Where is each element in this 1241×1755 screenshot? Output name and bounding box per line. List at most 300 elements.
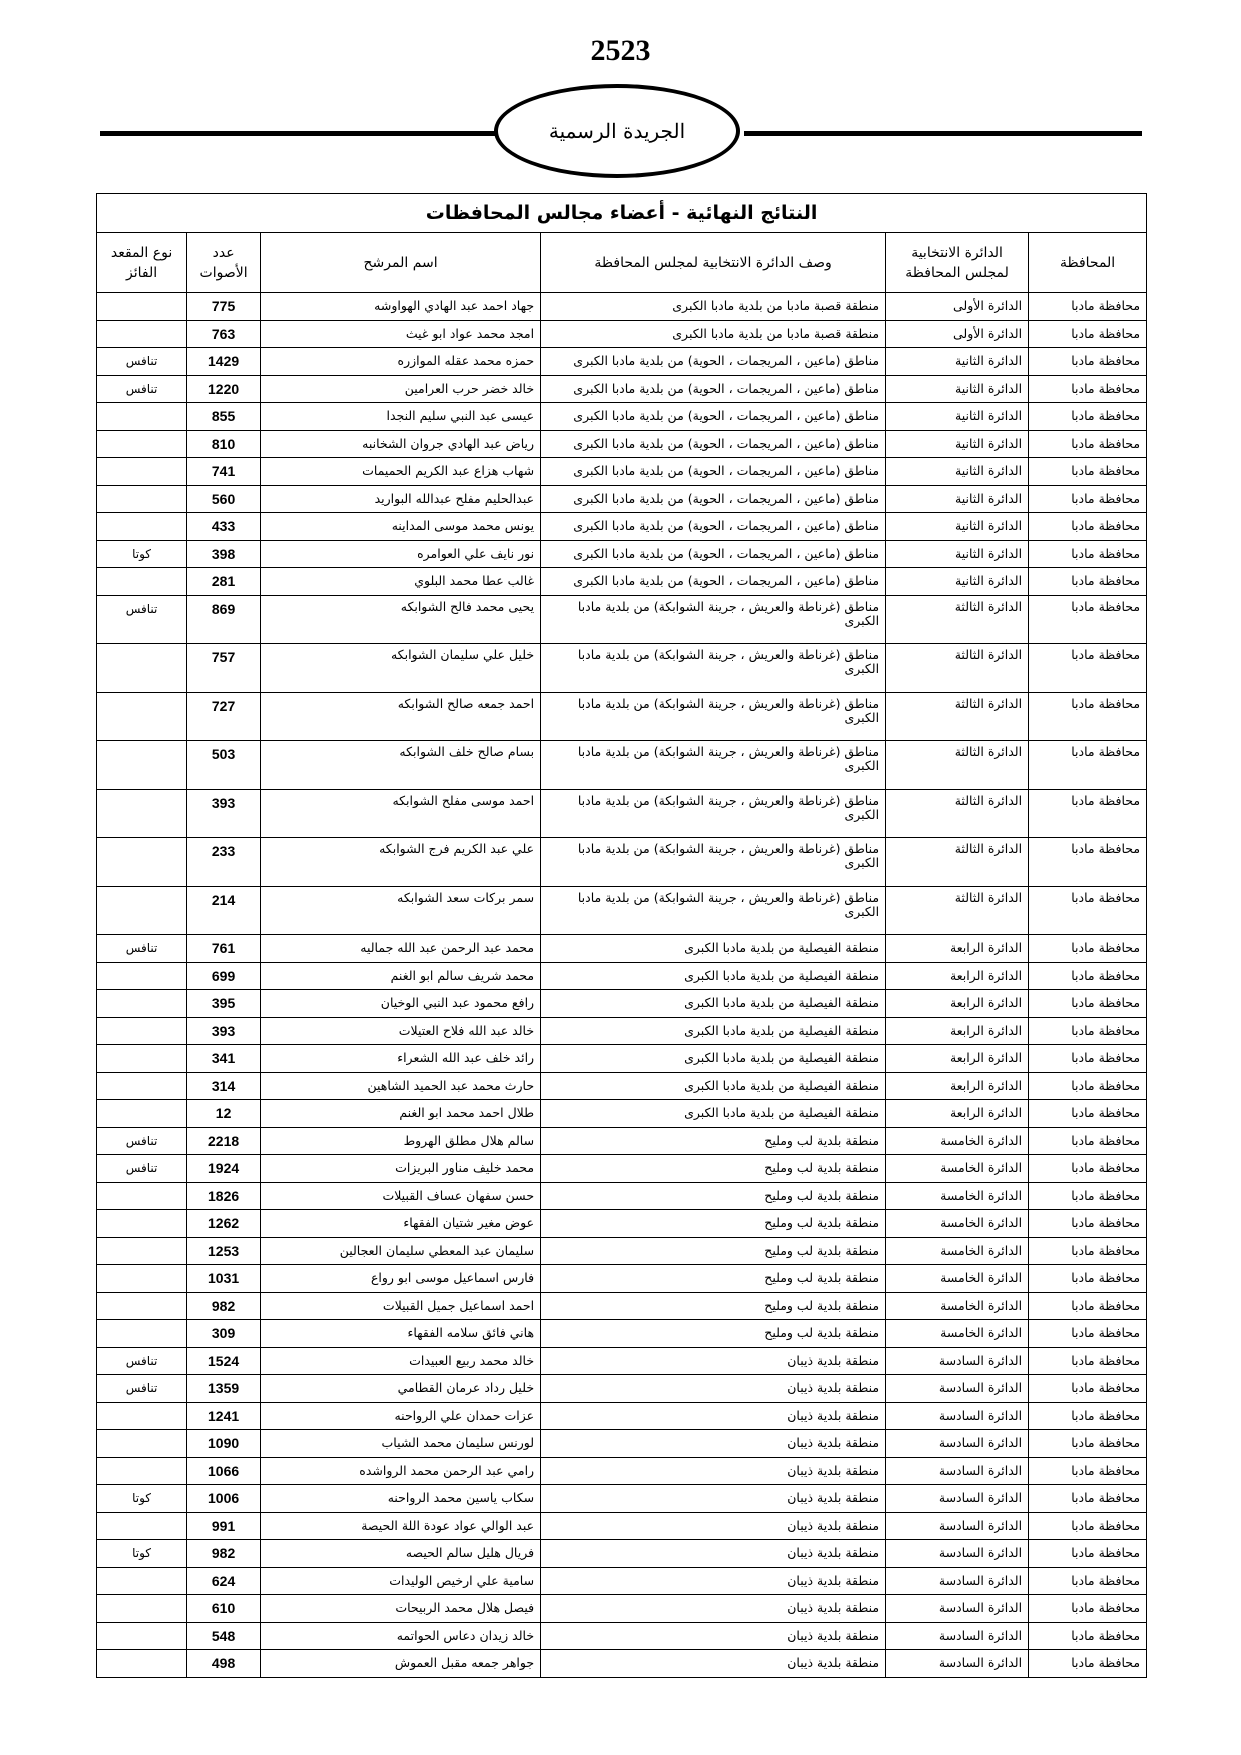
cell-candidate: سامية علي ارخيص الوليدات (261, 1567, 541, 1595)
cell-candidate: فريال هليل سالم الحيصه (261, 1540, 541, 1568)
cell-votes: 2218 (187, 1127, 261, 1155)
cell-description: منطقة بلدية لب ومليح (541, 1182, 886, 1210)
cell-description: مناطق (ماعين ، المريجمات ، الحوية) من بلدية مادبا الكبرى (541, 403, 886, 431)
cell-description: منطقة الفيصلية من بلدية مادبا الكبرى (541, 1072, 886, 1100)
cell-candidate: خليل علي سليمان الشوابكه (261, 644, 541, 693)
table-row (97, 962, 1147, 990)
cell-description: منطقة الفيصلية من بلدية مادبا الكبرى (541, 1045, 886, 1073)
masthead-rule-right (744, 131, 1142, 136)
cell-governorate: محافظة مادبا (1029, 1430, 1147, 1458)
table-row (97, 1650, 1147, 1678)
cell-candidate: رائد خلف عبد الله الشعراء (261, 1045, 541, 1073)
cell-seat-type (97, 644, 187, 693)
header-votes: عدد الأصوات (187, 233, 261, 293)
cell-seat-type (97, 568, 187, 596)
cell-votes: 1066 (187, 1457, 261, 1485)
table-row (97, 1100, 1147, 1128)
cell-seat-type: كوتا (97, 540, 187, 568)
cell-candidate: حارث محمد عبد الحميد الشاهين (261, 1072, 541, 1100)
table-row (97, 1567, 1147, 1595)
cell-description: منطقة بلدية ذيبان (541, 1567, 886, 1595)
table-row (97, 1430, 1147, 1458)
cell-seat-type (97, 320, 187, 348)
cell-candidate: علي عبد الكريم فرج الشوابكه (261, 838, 541, 887)
cell-seat-type (97, 1457, 187, 1485)
cell-candidate: نور نايف علي العوامره (261, 540, 541, 568)
table-row (97, 644, 1147, 693)
cell-candidate: محمد خليف مناور البريزات (261, 1155, 541, 1183)
cell-candidate: احمد موسى مفلح الشوابكه (261, 789, 541, 838)
cell-governorate: محافظة مادبا (1029, 962, 1147, 990)
cell-description: مناطق (ماعين ، المريجمات ، الحوية) من بلدية مادبا الكبرى (541, 348, 886, 376)
cell-candidate: بسام صالح خلف الشوابكه (261, 741, 541, 790)
table-row (97, 1402, 1147, 1430)
cell-candidate: رياض عبد الهادي جروان الشخانبه (261, 430, 541, 458)
cell-candidate: احمد جمعه صالح الشوابكه (261, 692, 541, 741)
table-row (97, 1375, 1147, 1403)
cell-governorate: محافظة مادبا (1029, 1320, 1147, 1348)
table-row (97, 320, 1147, 348)
cell-description: مناطق (غرناطة والعريش ، جرينة الشوابكة) من بلدية مادبا الكبرى (541, 595, 886, 644)
cell-district: الدائرة الثانية (886, 540, 1029, 568)
cell-governorate: محافظة مادبا (1029, 1650, 1147, 1678)
cell-votes: 314 (187, 1072, 261, 1100)
cell-candidate: جهاد احمد عبد الهادي الهواوشه (261, 293, 541, 321)
cell-governorate: محافظة مادبا (1029, 1072, 1147, 1100)
cell-description: منطقة بلدية ذيبان (541, 1457, 886, 1485)
cell-description: منطقة بلدية ذيبان (541, 1347, 886, 1375)
cell-votes: 393 (187, 1017, 261, 1045)
cell-governorate: محافظة مادبا (1029, 1622, 1147, 1650)
cell-seat-type (97, 1650, 187, 1678)
table-row (97, 838, 1147, 887)
cell-votes: 699 (187, 962, 261, 990)
cell-seat-type (97, 962, 187, 990)
cell-governorate: محافظة مادبا (1029, 1127, 1147, 1155)
table-row (97, 1265, 1147, 1293)
cell-district: الدائرة السادسة (886, 1567, 1029, 1595)
cell-votes: 757 (187, 644, 261, 693)
cell-candidate: حمزه محمد عقله الموازره (261, 348, 541, 376)
cell-governorate: محافظة مادبا (1029, 1347, 1147, 1375)
cell-seat-type (97, 1567, 187, 1595)
cell-district: الدائرة الثانية (886, 513, 1029, 541)
cell-votes: 1090 (187, 1430, 261, 1458)
cell-district: الدائرة الثالثة (886, 692, 1029, 741)
cell-votes: 1359 (187, 1375, 261, 1403)
cell-description: منطقة بلدية لب ومليح (541, 1155, 886, 1183)
cell-description: منطقة بلدية لب ومليح (541, 1292, 886, 1320)
cell-candidate: طلال احمد محمد ابو الغنم (261, 1100, 541, 1128)
cell-description: مناطق (غرناطة والعريش ، جرينة الشوابكة) من بلدية مادبا الكبرى (541, 692, 886, 741)
cell-district: الدائرة الخامسة (886, 1182, 1029, 1210)
cell-seat-type (97, 1320, 187, 1348)
cell-governorate: محافظة مادبا (1029, 789, 1147, 838)
cell-district: الدائرة السادسة (886, 1595, 1029, 1623)
cell-votes: 610 (187, 1595, 261, 1623)
table-row (97, 1485, 1147, 1513)
cell-seat-type (97, 485, 187, 513)
cell-votes: 982 (187, 1540, 261, 1568)
cell-seat-type (97, 1072, 187, 1100)
masthead-rule-left (100, 131, 495, 136)
cell-governorate: محافظة مادبا (1029, 375, 1147, 403)
cell-governorate: محافظة مادبا (1029, 293, 1147, 321)
cell-votes: 1241 (187, 1402, 261, 1430)
table-row (97, 935, 1147, 963)
cell-district: الدائرة السادسة (886, 1512, 1029, 1540)
cell-votes: 1524 (187, 1347, 261, 1375)
cell-seat-type (97, 1595, 187, 1623)
cell-seat-type: تنافس (97, 595, 187, 644)
cell-description: منطقة بلدية ذيبان (541, 1622, 886, 1650)
table-row (97, 1210, 1147, 1238)
header-district: الدائرة الانتخابية لمجلس المحافظة (886, 233, 1029, 293)
cell-governorate: محافظة مادبا (1029, 1567, 1147, 1595)
table-row (97, 692, 1147, 741)
table-row (97, 741, 1147, 790)
cell-district: الدائرة الثالثة (886, 741, 1029, 790)
cell-district: الدائرة السادسة (886, 1540, 1029, 1568)
cell-description: مناطق (ماعين ، المريجمات ، الحوية) من بلدية مادبا الكبرى (541, 568, 886, 596)
table-row (97, 1512, 1147, 1540)
cell-candidate: فيصل هلال محمد الربيحات (261, 1595, 541, 1623)
cell-district: الدائرة الرابعة (886, 1045, 1029, 1073)
cell-seat-type (97, 1265, 187, 1293)
cell-votes: 309 (187, 1320, 261, 1348)
cell-governorate: محافظة مادبا (1029, 741, 1147, 790)
cell-description: منطقة الفيصلية من بلدية مادبا الكبرى (541, 1100, 886, 1128)
cell-candidate: عبد الوالي عواد عودة اللة الحيصة (261, 1512, 541, 1540)
cell-seat-type: تنافس (97, 375, 187, 403)
cell-district: الدائرة السادسة (886, 1457, 1029, 1485)
cell-seat-type (97, 1210, 187, 1238)
table-row (97, 1017, 1147, 1045)
cell-governorate: محافظة مادبا (1029, 1182, 1147, 1210)
cell-district: الدائرة الخامسة (886, 1237, 1029, 1265)
cell-votes: 775 (187, 293, 261, 321)
cell-votes: 1220 (187, 375, 261, 403)
cell-candidate: سالم هلال مطلق الهروط (261, 1127, 541, 1155)
cell-candidate: سكاب ياسين محمد الرواحنه (261, 1485, 541, 1513)
cell-district: الدائرة الخامسة (886, 1210, 1029, 1238)
cell-district: الدائرة الثالثة (886, 789, 1029, 838)
cell-candidate: رامي عبد الرحمن محمد الرواشده (261, 1457, 541, 1485)
table-row (97, 430, 1147, 458)
cell-district: الدائرة الثانية (886, 348, 1029, 376)
cell-candidate: امجد محمد عواد ابو غيث (261, 320, 541, 348)
cell-candidate: يونس محمد موسى المداينه (261, 513, 541, 541)
cell-description: منطقة بلدية ذيبان (541, 1375, 886, 1403)
table-row (97, 458, 1147, 486)
cell-candidate: سمر بركات سعد الشوابكه (261, 886, 541, 935)
cell-candidate: عيسى عبد النبي سليم النجدا (261, 403, 541, 431)
cell-description: مناطق (غرناطة والعريش ، جرينة الشوابكة) من بلدية مادبا الكبرى (541, 838, 886, 887)
cell-district: الدائرة الثانية (886, 568, 1029, 596)
cell-governorate: محافظة مادبا (1029, 1265, 1147, 1293)
cell-district: الدائرة الثانية (886, 485, 1029, 513)
cell-candidate: محمد عبد الرحمن عبد الله جماليه (261, 935, 541, 963)
cell-governorate: محافظة مادبا (1029, 1017, 1147, 1045)
cell-district: الدائرة الأولى (886, 320, 1029, 348)
cell-votes: 548 (187, 1622, 261, 1650)
table-row (97, 568, 1147, 596)
cell-district: الدائرة السادسة (886, 1485, 1029, 1513)
cell-district: الدائرة الأولى (886, 293, 1029, 321)
cell-description: منطقة الفيصلية من بلدية مادبا الكبرى (541, 990, 886, 1018)
cell-district: الدائرة الثانية (886, 430, 1029, 458)
cell-description: مناطق (غرناطة والعريش ، جرينة الشوابكة) من بلدية مادبا الكبرى (541, 789, 886, 838)
cell-district: الدائرة الثالثة (886, 886, 1029, 935)
cell-description: منطقة بلدية ذيبان (541, 1595, 886, 1623)
cell-district: الدائرة السادسة (886, 1375, 1029, 1403)
cell-candidate: حسن سفهان عساف القبيلات (261, 1182, 541, 1210)
cell-seat-type: تنافس (97, 935, 187, 963)
cell-governorate: محافظة مادبا (1029, 1292, 1147, 1320)
cell-description: مناطق (غرناطة والعريش ، جرينة الشوابكة) من بلدية مادبا الكبرى (541, 886, 886, 935)
cell-seat-type (97, 886, 187, 935)
cell-description: منطقة الفيصلية من بلدية مادبا الكبرى (541, 962, 886, 990)
cell-votes: 761 (187, 935, 261, 963)
header-seat-type: نوع المقعد الفائز (97, 233, 187, 293)
cell-district: الدائرة الرابعة (886, 990, 1029, 1018)
table-row (97, 1045, 1147, 1073)
cell-candidate: عزات حمدان علي الرواحنه (261, 1402, 541, 1430)
cell-candidate: خالد محمد ربيع العبيدات (261, 1347, 541, 1375)
cell-description: منطقة بلدية لب ومليح (541, 1320, 886, 1348)
cell-governorate: محافظة مادبا (1029, 568, 1147, 596)
table-row (97, 1457, 1147, 1485)
cell-district: الدائرة الثالثة (886, 838, 1029, 887)
cell-governorate: محافظة مادبا (1029, 935, 1147, 963)
cell-governorate: محافظة مادبا (1029, 403, 1147, 431)
cell-district: الدائرة السادسة (886, 1622, 1029, 1650)
cell-seat-type: تنافس (97, 1375, 187, 1403)
results-table (96, 193, 1147, 1678)
table-row (97, 595, 1147, 644)
table-row (97, 1155, 1147, 1183)
cell-district: الدائرة الثانية (886, 375, 1029, 403)
cell-candidate: محمد شريف سالم ابو الغنم (261, 962, 541, 990)
cell-candidate: جواهر جمعه مقبل العموش (261, 1650, 541, 1678)
cell-candidate: لورنس سليمان محمد الشياب (261, 1430, 541, 1458)
cell-governorate: محافظة مادبا (1029, 458, 1147, 486)
cell-governorate: محافظة مادبا (1029, 430, 1147, 458)
results-body (97, 293, 1147, 1678)
table-row (97, 1072, 1147, 1100)
cell-district: الدائرة الثانية (886, 458, 1029, 486)
cell-district: الدائرة السادسة (886, 1430, 1029, 1458)
cell-governorate: محافظة مادبا (1029, 1457, 1147, 1485)
table-row (97, 1292, 1147, 1320)
cell-description: مناطق (ماعين ، المريجمات ، الحوية) من بلدية مادبا الكبرى (541, 485, 886, 513)
cell-description: مناطق (ماعين ، المريجمات ، الحوية) من بلدية مادبا الكبرى (541, 375, 886, 403)
cell-votes: 12 (187, 1100, 261, 1128)
table-row (97, 485, 1147, 513)
cell-governorate: محافظة مادبا (1029, 1540, 1147, 1568)
cell-votes: 560 (187, 485, 261, 513)
cell-description: مناطق (غرناطة والعريش ، جرينة الشوابكة) من بلدية مادبا الكبرى (541, 644, 886, 693)
table-row (97, 1127, 1147, 1155)
cell-votes: 395 (187, 990, 261, 1018)
cell-description: منطقة بلدية لب ومليح (541, 1237, 886, 1265)
table-row (97, 1622, 1147, 1650)
cell-votes: 810 (187, 430, 261, 458)
cell-district: الدائرة الرابعة (886, 1017, 1029, 1045)
page-number: 2523 (590, 34, 651, 67)
cell-district: الدائرة الرابعة (886, 935, 1029, 963)
cell-district: الدائرة الخامسة (886, 1155, 1029, 1183)
cell-seat-type (97, 1182, 187, 1210)
table-row (97, 1347, 1147, 1375)
cell-district: الدائرة الخامسة (886, 1320, 1029, 1348)
cell-governorate: محافظة مادبا (1029, 1210, 1147, 1238)
cell-description: مناطق (ماعين ، المريجمات ، الحوية) من بلدية مادبا الكبرى (541, 430, 886, 458)
cell-governorate: محافظة مادبا (1029, 1485, 1147, 1513)
cell-votes: 233 (187, 838, 261, 887)
cell-governorate: محافظة مادبا (1029, 513, 1147, 541)
cell-votes: 741 (187, 458, 261, 486)
cell-seat-type: تنافس (97, 1155, 187, 1183)
cell-candidate: هاني فائق سلامه الفقهاء (261, 1320, 541, 1348)
cell-description: منطقة بلدية لب ومليح (541, 1265, 886, 1293)
cell-seat-type (97, 1017, 187, 1045)
cell-seat-type: تنافس (97, 1127, 187, 1155)
cell-candidate: فارس اسماعيل موسى ابو رواع (261, 1265, 541, 1293)
cell-governorate: محافظة مادبا (1029, 1402, 1147, 1430)
cell-votes: 1262 (187, 1210, 261, 1238)
cell-candidate: شهاب هزاع عبد الكريم الحميمات (261, 458, 541, 486)
cell-votes: 503 (187, 741, 261, 790)
cell-description: منطقة قصبة مادبا من بلدية مادبا الكبرى (541, 293, 886, 321)
cell-governorate: محافظة مادبا (1029, 320, 1147, 348)
cell-description: مناطق (غرناطة والعريش ، جرينة الشوابكة) من بلدية مادبا الكبرى (541, 741, 886, 790)
cell-votes: 398 (187, 540, 261, 568)
cell-seat-type (97, 1237, 187, 1265)
cell-district: الدائرة الخامسة (886, 1265, 1029, 1293)
cell-seat-type (97, 430, 187, 458)
cell-seat-type (97, 513, 187, 541)
cell-seat-type: كوتا (97, 1485, 187, 1513)
cell-seat-type (97, 838, 187, 887)
cell-governorate: محافظة مادبا (1029, 886, 1147, 935)
cell-candidate: خليل رداد عرمان القطامي (261, 1375, 541, 1403)
cell-description: منطقة بلدية لب ومليح (541, 1127, 886, 1155)
cell-candidate: عبدالحليم مفلح عبدالله البواريد (261, 485, 541, 513)
masthead-title: الجريدة الرسمية (548, 119, 686, 143)
cell-governorate: محافظة مادبا (1029, 1045, 1147, 1073)
masthead-oval (494, 84, 740, 178)
cell-candidate: خالد عبد الله فلاح العتيلات (261, 1017, 541, 1045)
cell-votes: 341 (187, 1045, 261, 1073)
cell-candidate: يحيى محمد فالح الشوابكه (261, 595, 541, 644)
table-row (97, 403, 1147, 431)
cell-candidate: احمد اسماعيل جميل القبيلات (261, 1292, 541, 1320)
cell-description: مناطق (ماعين ، المريجمات ، الحوية) من بلدية مادبا الكبرى (541, 513, 886, 541)
cell-governorate: محافظة مادبا (1029, 692, 1147, 741)
cell-district: الدائرة الرابعة (886, 962, 1029, 990)
cell-district: الدائرة السادسة (886, 1347, 1029, 1375)
cell-candidate: سليمان عبد المعطي سليمان العجالين (261, 1237, 541, 1265)
cell-votes: 1253 (187, 1237, 261, 1265)
cell-candidate: خالد خضر حرب العرامين (261, 375, 541, 403)
cell-description: مناطق (ماعين ، المريجمات ، الحوية) من بلدية مادبا الكبرى (541, 458, 886, 486)
cell-district: الدائرة الخامسة (886, 1127, 1029, 1155)
cell-votes: 727 (187, 692, 261, 741)
cell-candidate: خالد زيدان دعاس الحواتمه (261, 1622, 541, 1650)
cell-votes: 763 (187, 320, 261, 348)
header-description: وصف الدائرة الانتخابية لمجلس المحافظة (541, 233, 886, 293)
cell-description: منطقة بلدية ذيبان (541, 1650, 886, 1678)
cell-governorate: محافظة مادبا (1029, 348, 1147, 376)
cell-district: الدائرة الرابعة (886, 1072, 1029, 1100)
cell-votes: 1429 (187, 348, 261, 376)
cell-seat-type (97, 692, 187, 741)
cell-candidate: غالب عطا محمد البلوي (261, 568, 541, 596)
cell-governorate: محافظة مادبا (1029, 1155, 1147, 1183)
cell-seat-type (97, 1622, 187, 1650)
table-row (97, 789, 1147, 838)
cell-description: منطقة بلدية ذيبان (541, 1430, 886, 1458)
cell-candidate: رافع محمود عبد النبي الوخيان (261, 990, 541, 1018)
cell-seat-type (97, 293, 187, 321)
cell-governorate: محافظة مادبا (1029, 990, 1147, 1018)
cell-seat-type (97, 990, 187, 1018)
table-row (97, 513, 1147, 541)
table-row (97, 1237, 1147, 1265)
cell-votes: 855 (187, 403, 261, 431)
cell-governorate: محافظة مادبا (1029, 1375, 1147, 1403)
cell-seat-type (97, 789, 187, 838)
cell-description: منطقة قصبة مادبا من بلدية مادبا الكبرى (541, 320, 886, 348)
cell-governorate: محافظة مادبا (1029, 1100, 1147, 1128)
table-row (97, 886, 1147, 935)
cell-district: الدائرة الثالثة (886, 595, 1029, 644)
cell-candidate: عوض مغير شتيان الفقهاء (261, 1210, 541, 1238)
cell-description: منطقة بلدية لب ومليح (541, 1210, 886, 1238)
cell-seat-type (97, 1512, 187, 1540)
cell-description: مناطق (ماعين ، المريجمات ، الحوية) من بلدية مادبا الكبرى (541, 540, 886, 568)
cell-description: منطقة الفيصلية من بلدية مادبا الكبرى (541, 935, 886, 963)
table-row (97, 293, 1147, 321)
cell-description: منطقة بلدية ذيبان (541, 1485, 886, 1513)
cell-description: منطقة بلدية ذيبان (541, 1512, 886, 1540)
cell-description: منطقة بلدية ذيبان (541, 1540, 886, 1568)
cell-votes: 1924 (187, 1155, 261, 1183)
cell-governorate: محافظة مادبا (1029, 595, 1147, 644)
cell-seat-type (97, 1045, 187, 1073)
cell-district: الدائرة الثالثة (886, 644, 1029, 693)
cell-governorate: محافظة مادبا (1029, 838, 1147, 887)
cell-description: منطقة الفيصلية من بلدية مادبا الكبرى (541, 1017, 886, 1045)
cell-seat-type (97, 1100, 187, 1128)
cell-seat-type (97, 403, 187, 431)
header-candidate: اسم المرشح (261, 233, 541, 293)
cell-seat-type (97, 1292, 187, 1320)
cell-votes: 869 (187, 595, 261, 644)
cell-seat-type: كوتا (97, 1540, 187, 1568)
table-row (97, 1540, 1147, 1568)
cell-votes: 498 (187, 1650, 261, 1678)
cell-votes: 991 (187, 1512, 261, 1540)
table-row (97, 1320, 1147, 1348)
cell-governorate: محافظة مادبا (1029, 644, 1147, 693)
cell-governorate: محافظة مادبا (1029, 485, 1147, 513)
cell-district: الدائرة الثانية (886, 403, 1029, 431)
table-row (97, 375, 1147, 403)
cell-seat-type: تنافس (97, 348, 187, 376)
cell-governorate: محافظة مادبا (1029, 540, 1147, 568)
